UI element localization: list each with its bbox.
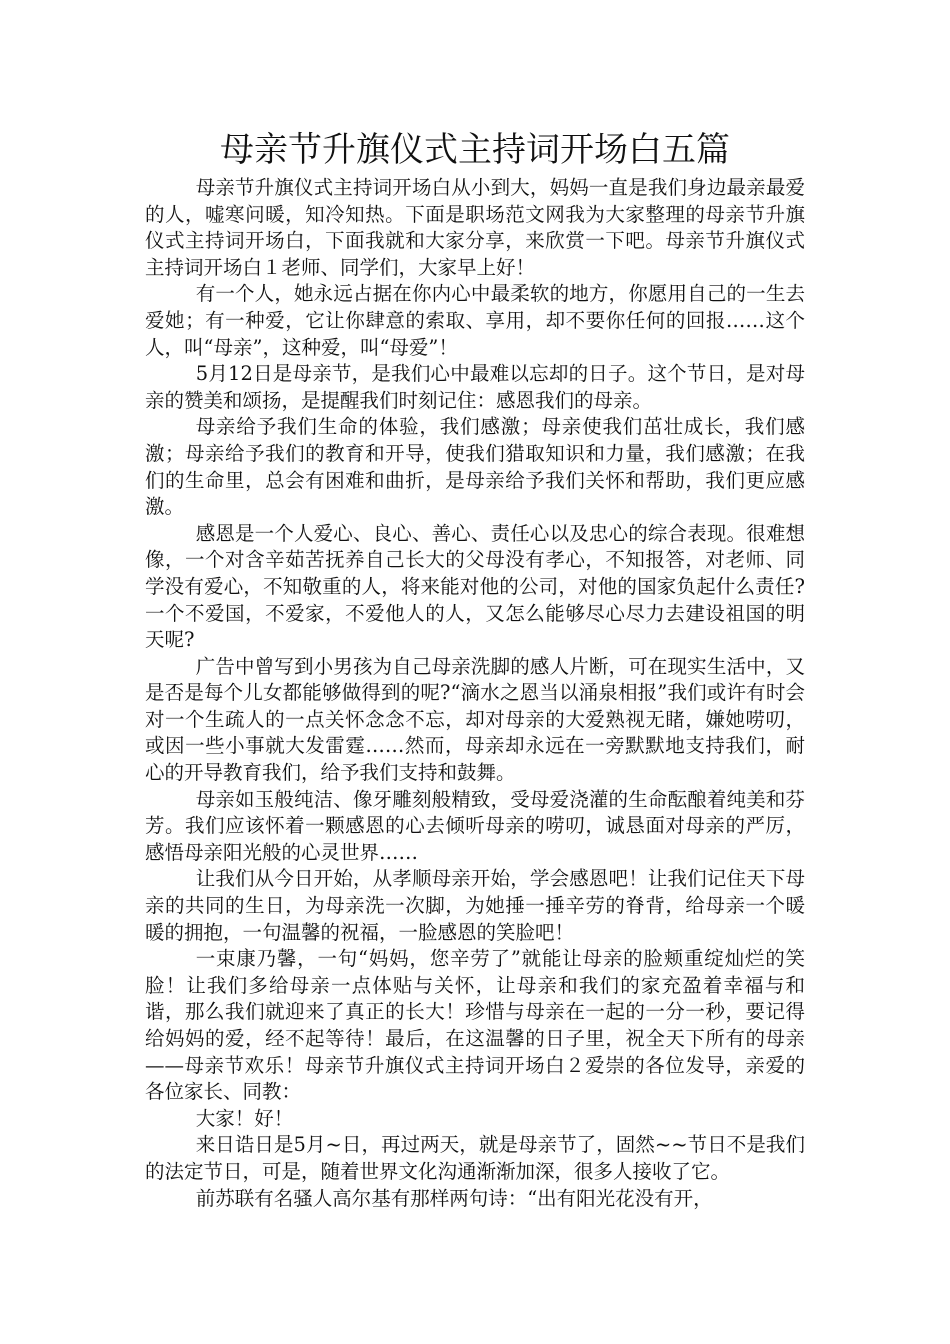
paragraph: 有一个人，她永远占据在你内心中最柔软的地方，你愿用自己的一生去爱她；有一种爱，它让你肆意的索取、享用，却不要你任何的回报……这个人，叫“母亲”，这种爱，叫“母爱”！ [145, 282, 805, 359]
paragraph: 广告中曾写到小男孩为自己母亲洗脚的感人片断，可在现实生活中，又是否是每个儿女都能够做得到的呢?“滴水之恩当以涌泉相报”我们或许有时会对一个生疏人的一点关怀念念不忘，却对母亲的大爱熟视无睹，嫌她唠叨，或因一些小事就大发雷霆……然而，母亲却永远在一旁默默地支持我们，耐心的开导教育我们，给予我们支持和鼓舞。 [145, 654, 805, 785]
paragraph: 母亲节升旗仪式主持词开场白从小到大，妈妈一直是我们身边最亲最爱的人，嘘寒问暖，知冷知热。下面是职场范文网我为大家整理的母亲节升旗仪式主持词开场白，下面我就和大家分享，来欣赏一下吧。母亲节升旗仪式主持词开场白１老师、同学们，大家早上好！ [145, 176, 805, 279]
document-body [145, 175, 805, 1212]
paragraph: 一束康乃馨，一句“妈妈，您辛劳了”就能让母亲的脸颊重绽灿烂的笑脸！让我们多给母亲一点体贴与关怀，让母亲和我们的家充盈着幸福与和谐，那么我们就迎来了真正的长大！珍惜与母亲在一起的一分一秒，要记得给妈妈的爱，经不起等待！最后，在这温馨的日子里，祝全天下所有的母亲——母亲节欢乐！母亲节升旗仪式主持词开场白２爱崇的各位发导，亲爱的各位家长、同教： [145, 947, 805, 1104]
paragraph: 5月12日是母亲节，是我们心中最难以忘却的日子。这个节日，是对母亲的赞美和颂扬，是提醒我们时刻记住：感恩我们的母亲。 [145, 362, 805, 412]
paragraph: 感恩是一个人爱心、良心、善心、责任心以及忠心的综合表现。很难想像，一个对含辛茹苦抚养自己长大的父母没有孝心，不知报答，对老师、同学没有爱心，不知敬重的人，将来能对他的公司，对他的国家负起什么责任?一个不爱国，不爱家，不爱他人的人，又怎么能够尽心尽力去建设祖国的明天呢? [145, 521, 805, 652]
document-title: 母亲节升旗仪式主持词开场白五篇 [220, 130, 730, 170]
paragraph: 大家！好！ [195, 1106, 294, 1130]
paragraph: 母亲如玉般纯洁、像牙雕刻般精致，受母爱浇灌的生命酝酿着纯美和芬芳。我们应该怀着一颗感恩的心去倾听母亲的唠叨，诚恳面对母亲的严厉，感悟母亲阳光般的心灵世界…… [145, 787, 805, 864]
paragraph: 前苏联有名骚人高尔基有那样两句诗：“出有阳光花没有开， [195, 1186, 713, 1210]
paragraph: 让我们从今日开始，从孝顺母亲开始，学会感恩吧！让我们记住天下母亲的共同的生日，为母亲洗一次脚，为她捶一捶辛劳的脊背，给母亲一个暖暖的拥抱，一句温馨的祝福，一脸感恩的笑脸吧！ [145, 867, 805, 944]
paragraph: 来日诰日是5月~日，再过两天，就是母亲节了，固然~~节日不是我们的法定节日，可是，随着世界文化沟通渐渐加深，很多人接收了它。 [145, 1133, 805, 1183]
paragraph: 母亲给予我们生命的体验，我们感激；母亲使我们茁壮成长，我们感激；母亲给予我们的教育和开导，使我们猎取知识和力量，我们感激；在我们的生命里，总会有困难和曲折，是母亲给予我们关怀和帮助，我们更应感激。 [145, 415, 805, 519]
